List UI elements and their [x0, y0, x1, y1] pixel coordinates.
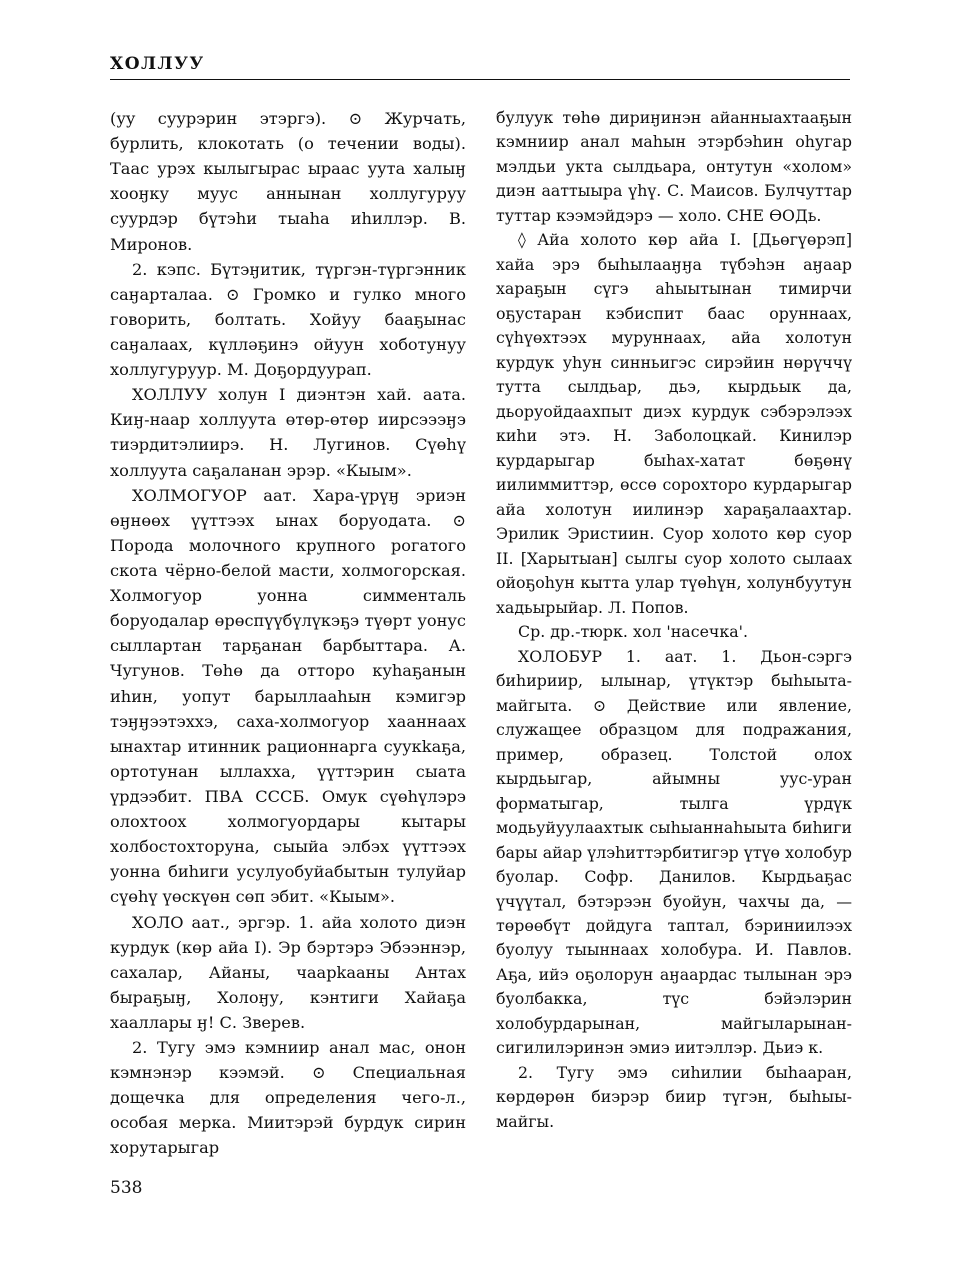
paragraph: ХОЛЛУУ холун I диэнтэн хай. аата. Киӈ-наар холлуута өтөр-өтөр иирсэээӈэ тиэрдитэлиирэ. Н. Лугинов. Сүөһү холлуута саҕаланан эрэр. «Кыым». [110, 385, 466, 480]
right-column [496, 106, 852, 1134]
paragraph: ХОЛОБУР 1. аат. 1. Дьон-сэргэ биһирииp, ылынар, үтүктэр быһыыта-майгыта. ⊙ Действие или явление, служащее образцом для подражания, пример, образец. Толстой олох кырдьыгар, айымны уус-уран форматыгар, тылга үрдүк модьуйуулаахтык сыһыаннаһыыта биһиги бары айар үлэһиттэрбитигэр үтүө холобур буолар. Софр. Данилов. Кырдьаҕас үчүүтал, бэтэрээн буойун, чахчы да, — төрөөбүт дойдуга таптал, бэриниилээх буолуу тыыннаах холобура. И. Павлов. Аҕа, ийэ оҕолорун аӈаардас тылынан эрэ буолбакка, түс бэйэлэрин холобурдарынан, майгыларынан-сигилилэринэн эмиэ иитэллэр. Дьиэ к. [496, 646, 852, 1058]
page-number: 538 [110, 1178, 143, 1198]
paragraph: 2. Тугу эмэ сиһилии быһааран, көрдөрөн биэрэр биир түгэн, быһыы-майгы. [496, 1062, 852, 1131]
paragraph: 2. Тугу эмэ кэмниир анал мас, онон кэмнэнэр кээмэй. ⊙ Специальная дощечка для определения чего-л., особая мерка. Миитэрэй бурдук сирин хорутарыгар [110, 1038, 466, 1158]
running-head: ХОЛЛУУ [110, 54, 205, 74]
paragraph: ХОЛО аат., эргэр. 1. айа холото диэн курдук (көр айа I). Эр бэртэрэ Эбээннэр, сахалар, Айаны, чаарkaаны Антах быраҕыӈ, Холоӈу, кэнтиги Хайаҕа хааллары ӈ! С. Зверев. [110, 912, 466, 1032]
paragraph: ◊ Айа холото көр айа I. [Дьөгүөрэп] хайа эрэ быһылааӈӈа түбэһэн аӈаар хараҕын сүгэ аһыытынан тимирчи оҕустаран кэбиспит баас оруннаах, сүһүөхтээх муруннаах, айа холотун курдук уһун синньигэс сирэйин нөрүччү тутта сылдьар, дьэ, кырдьык да, дьоруойдаахпыт диэх курдук сэбэрэлээх киһи этэ. Н. Заболоцкай. Кинилэр курдарыгар быһах-хатат бөҕөнү иилиммиттэр, өссө сорохторо курдарыгар айа холотун иилинэр хараҕалаахтар. Эрилик Эристиин. Суор холото көр суор II. [Харытыан] сылгы суор холото сылаах ойоҕоһун кытта улар түөһүн, холунбуутун хадьырыйар. Л. Попов. [496, 230, 852, 617]
header-rule [110, 79, 850, 80]
left-column [110, 106, 466, 1161]
paragraph: 2. кэпс. Бүтэӈитик, түргэн-түргэнник саӈарталаа. ⊙ Громко и гулко много говорить, болтать. Хойуу бааҕынас саӈалаах, күлләҕинэ ойуун хоботунуу холлугуруур. М. Доҕордуурап. [110, 259, 466, 380]
paragraph: Ср. др.-тюрк. хол 'насечка'. [518, 622, 749, 642]
paragraph: ХОЛМОГУОР аат. Хара-үрүӈ эриэн өӈнөөх үүттээх ынах боруодата. ⊙ Порода молочного крупного рогатого скота чёрно-белой масти, холмогорская. Холмогуор уонна симменталь боруодалар өрөспүүбүлүкэҕэ түөрт уонус сыллартан тарҕанан барбыттара. А. Чугунов. Төһө да отторо куһаҕанын иһин, уопут барыллааһын кэмигэр тэӈӈээтэххэ, саха-холмогуор хааннаах ынахтар итинник рационнарга суукkaҕa, ортотунан ыллахха, үүттэрин сыата үрдээбит. ПВА СССБ. Омук сүөһүлэрэ олохтоох холмогуордары кытары холбостохторуна, сыыйа элбэх үүттээх уонна биһиги усулуобуйабытын тулуйар сүөһү үөскүөн сөп эбит. «Кыым». [110, 485, 466, 907]
paragraph: (уу суурэрин этэргэ). ⊙ Журчать, бурлить, клокотать (о течении воды). Таас урэх кылыгырас ыраас уута халыӈ хооӈку муус аннынан холлугуруу суурдэр бүтэһи тыаһа иһиллэр. В. Миронов. [110, 109, 466, 254]
paragraph: булуук төһө дириӈинэн айанныахтааҕын кэмниир анал маһын этэрбэһин оһугар мэлдьи укта сылдьара, онтутун «холом» диэн ааттыыра үһү. С. Маисов. Булчуттар туттар кээмэйдэрэ — холо. СНЕ ӨОДь. [496, 108, 852, 225]
